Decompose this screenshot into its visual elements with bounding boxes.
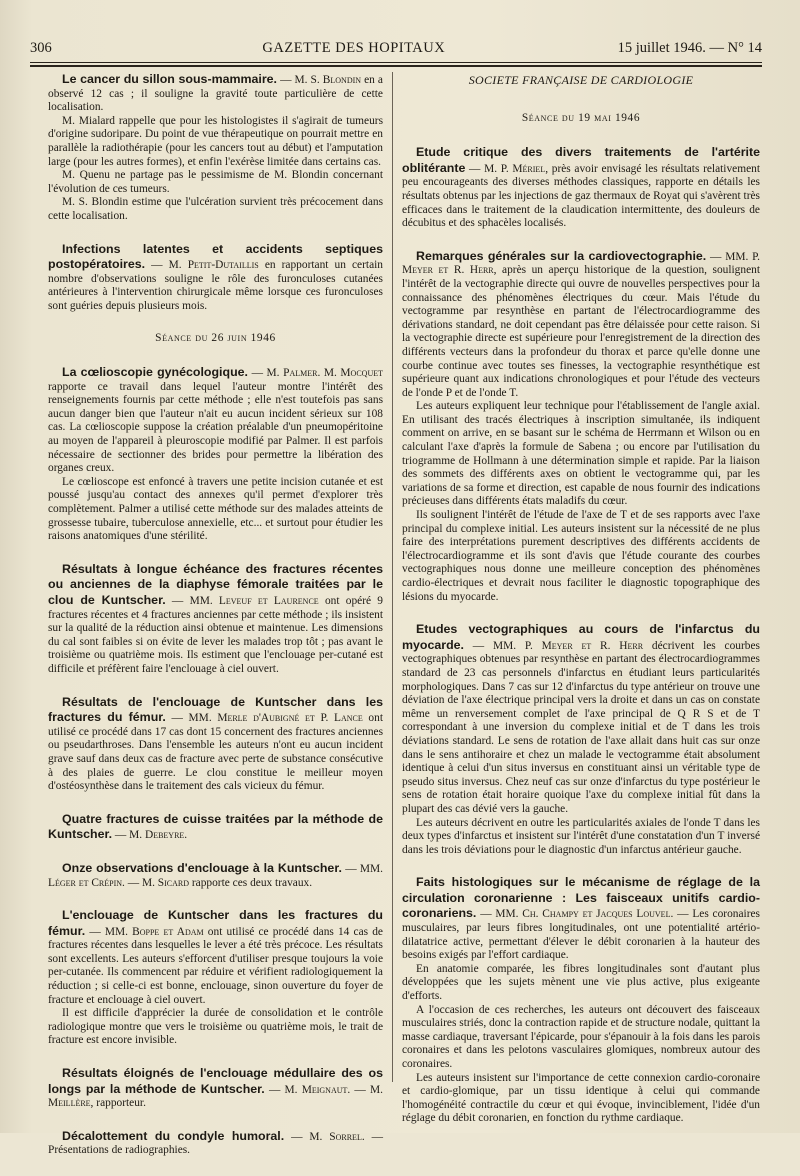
article-paragraph: M. Mialard rappelle que pour les histologistes il s'agirait de tumeurs d'origine sudoripare. Du point de vue thérapeutique on pourrait mettre en parallèle la radiothérapie (pour les cancers tout au début) et l'amputation large (pour les autres formes), et enfin l'exérèse limitée dans certains cas. (48, 114, 383, 168)
right-column (402, 72, 760, 1144)
article-title: Onze observations d'enclouage à la Kuntscher. (62, 860, 342, 875)
article-text: en a observé 12 cas ; il souligne la gravité toute particulière de cette localisation. (48, 74, 383, 114)
article-author: — M. P. Mériel, (469, 162, 549, 175)
left-column (48, 72, 383, 1176)
article-enclouage-femur (48, 695, 383, 794)
article-author: — M. S. Blondin (280, 74, 362, 86)
article-paragraph: Les auteurs décrivent en outre les particularités axiales de l'onde T dans les deux types d'infarctus et insistent sur l'intérêt d'une constatation d'un T inversé dans les trois déviations pour le diagnostic d'un infarctus antérieur gauche. (402, 816, 760, 856)
article-author: — M. Petit-Dutaillis (151, 259, 259, 272)
article-title: Infections latentes et accidents septiques postopératoires. (48, 241, 383, 272)
article-text: ont utilisé ce procédé dans 14 cas de fractures récentes dans lesquelles le lever a été très précoce. Les résultats sont excellents. Les auteurs s'efforcent d'utiliser presque toujours la voie per-cutanée. Ils commencent par réduire et vérifient radiologiquement la réduction ; si celle-ci est bonne, enclouage, sinon ouverture du foyer de fracture et enclouage à ciel ouvert. (48, 925, 383, 1006)
article-author: — M. Debeyre. (114, 829, 188, 842)
article-title: Décalottement du condyle humoral. (62, 1128, 285, 1143)
article-title: La cœlioscopie gynécologique. (62, 365, 248, 380)
article-paragraph: M. S. Blondin estime que l'ulcération survient très précocement dans cette localisation. (48, 196, 383, 222)
article-title: Faits histologiques sur le mécanisme de réglage de la circulation coronarienne : Les faisceaux unitifs cardio-coronariens. (402, 875, 760, 921)
page-header (30, 40, 762, 62)
article-author: — M. Palmer. M. Mocquet (251, 367, 383, 380)
article-author: — MM. Merle d'Aubigné et P. Lance (171, 712, 363, 725)
article-author: — MM. Boppe et Adam (89, 925, 204, 938)
header-rule-thick (30, 65, 762, 67)
article-cancer-sillon (48, 72, 383, 224)
article-coelioscopie (48, 365, 383, 544)
article-paragraph: A l'occasion de ces recherches, les auteurs ont découvert des faisceaux musculaires striés, donc la contraction rapide et de structure nodale, quittant la masse cardiaque, traversant l'épicarde, pour s'épanouir à la fois dans les parois coronaires et dans les pelotons vasculaires glomiques, nombreux autour des coronaires. (402, 1003, 760, 1070)
article-title: L'enclouage de Kuntscher dans les fractures du fémur. (48, 908, 383, 938)
article-text: rapporte ces deux travaux. (191, 876, 313, 889)
article-author: — MM. P. Meyer et R. Herr, (402, 250, 761, 277)
article-author: — MM. Leveuf et Laurence (171, 595, 319, 607)
session-heading: Séance du 26 juin 1946 (155, 331, 276, 344)
article-text: décrivent les courbes vectographiques obtenues par resynthèse en partant des électrocardiogrammes standard de 23 cas personnels d'infarctus en étudiant leurs particularités morphologiques. Dans 7 cas sur 12 d'infarctus du type antérieur on trouve une déviation de l'axe électrique principal vers la droite et dans un cas on constate même un renversement complet de l'axe principal de Q R S et de T correspondant à une inversion du complexe initial et de T dans les trois déviations standard. Le sens de rotation de l'axe allait dans huit cas sur onze dans le sens antihoraire et chez un malade le vectogramme était absolument identique à celui d'un situs inversus en constituant ainsi un véritable type de pseudo situs inversus. Chez neuf cas sur onze d'infarctus du type postérieur le sens de rotation était horaire quoique l'axe du complexe initial fût dans la plupart des cas dévié vers la gauche. (402, 639, 760, 815)
article-resultats-eloignes (48, 1066, 383, 1111)
article-paragraph: Les auteurs insistent sur l'importance de cette connexion cardio-coronaire et cardio-glomique, par un tissu identique à celui qui commande l'homogénéité contractile du cœur et qui évoque, invinciblement, l'idée d'un réglage du débit coronarien, en fonction du rythme cardiaque. (402, 1071, 760, 1125)
publication-title: GAZETTE DES HOPITAUX (262, 40, 446, 56)
article-text: rapporte ce travail dans lequel l'auteur montre l'intérêt des renseignements fournis par cette méthode ; elle n'est toutefois pas sans aucun danger bien que l'auteur n'ait eu aucun incident sérieux sur 108 cas. La cœlioscopie suppose la création préalable d'un pneumopéritoine au moyen de l'appareil à pleuroscopie modifié par Palmer. Il est parfois nécessaire de sectionner des brides pour permettre la libération des organes creux. (48, 380, 383, 475)
article-paragraph: Ils soulignent l'intérêt de l'étude de l'axe de T et de ses rapports avec l'axe principal du complexe initial. Les auteurs insistent sur la nécessité de ne plus faire des interprétations purement descriptives des différents accidents de l'électrocardiogramme et ils sont d'avis que l'étude courante des courbes vectographiques nous donne une meilleure conception des phénomènes cardio-électriques et devrait nous faciliter le diagnostic topographique des lésions du myocarde. (402, 509, 760, 603)
article-infarctus (402, 622, 760, 857)
article-title: Le cancer du sillon sous-mammaire. (62, 72, 277, 86)
article-paragraph: Il est difficile d'apprécier la durée de consolidation et le contrôle radiologique montre que vers le troisième ou quatrième mois, le trait de fracture est encore invisible. (48, 1007, 383, 1047)
article-title: Remarques générales sur la cardiovectographie. (416, 248, 707, 263)
article-author: — M. Sorrel. — (291, 1130, 383, 1143)
article-title: Etude critique des divers traitements de l'artérite oblitérante (402, 145, 760, 175)
article-resultats-longue-echeance (48, 562, 383, 677)
article-title: Etudes vectographiques au cours de l'infarctus du myocarde. (402, 622, 760, 652)
article-text: ont opéré 9 fractures récentes et 4 fractures anciennes par cette méthode ; ils insistent sur la qualité de la réduction ainsi obtenue et maintenue. Les dimensions du cal sont faibles si on évite de lever les malades trop tôt ; pas avant le troisième ou quatrième mois. Ils estiment que l'enclouage per-cutané est difficile et préfèrent faire l'enclouage à ciel ouvert. (48, 595, 383, 675)
article-paragraph: En anatomie comparée, les fibres longitudinales sont d'autant plus développées que les sujets mènent une vie plus active, plus exigeante d'efforts. (402, 962, 760, 1003)
header-rule-thin (30, 62, 762, 63)
issue-date: 15 juillet 1946. — N° 14 (617, 40, 762, 56)
article-author: — MM. P. Meyer et R. Herr (472, 639, 644, 652)
page-number: 306 (30, 40, 52, 56)
article-faits-histologiques (402, 875, 760, 1126)
session-heading: Séance du 19 mai 1946 (521, 111, 641, 124)
society-heading: SOCIETE FRANÇAISE DE CARDIOLOGIE (468, 73, 694, 87)
article-infections-latentes (48, 242, 383, 314)
article-cardiovectographie (402, 249, 760, 604)
article-text: ont utilisé ce procédé dans 17 cas dont 15 concernent des fractures anciennes ou pseudarthroses. Dans l'ensemble les auteurs n'ont eu aucun incident grave sauf dans deux cas de fracture avec perte de substance consécutive à des plaies de guerre. Le clou constitue le meilleur moyen d'ostéosynthèse dans le traitement des cals vicieux du fémur. (48, 712, 383, 793)
article-title: Résultats éloignés de l'enclouage médullaire des os longs par la méthode de Kuntscher. (48, 1066, 383, 1096)
article-arterite (402, 145, 760, 231)
article-text: près avoir envisagé les résultats relativement peu encourageants des diverses méthodes classiques, rapporte en détails les résultats obtenus par les injections de gaz thermaux de Royat qui s'avèrent très efficaces dans le traitement de la claudication intermittente, des douleurs de décubitus et des sphacèles localisés. (402, 162, 761, 230)
article-text: rapporteur. (96, 1097, 146, 1110)
article-text: — Les coronaires musculaires, par leurs fibres longitudinales, ont une potentialité artério-dilatatrice active, permettant d'élever le débit coronarien à la hauteur des besoins exigés par l'effort cardiaque. (402, 908, 760, 962)
article-quatre-fractures (48, 812, 383, 843)
article-text: après un aperçu historique de la question, soulignent l'intérêt de la vectographie directe qui ouvre de nouvelles perspectives pour la connaissance des phénomènes électriques du cœur. Mais l'étude du vectogramme par resynthèse en partant de l'électrocardiogramme des dérivations standard, ne doit cependant pas être délaissée pour cette raison. Si la vectographie directe est supérieure pour l'enregistrement de la direction des différents vecteurs dans la profondeur du thorax et parce qu'elle donne une courbe continue avec toutes ses finesses, la vectographie resynthétique est supérieure quant aux indications chronologiques et pour l'étude des vecteurs de l'onde P et de l'onde T. (402, 264, 760, 399)
article-text: en rapportant un certain nombre d'observations souligne le rôle des furonculoses cutanées antérieures à l'intervention chirurgicale même lorsque ces furonculoses sont guéries depuis plusieurs mois. (48, 259, 383, 312)
article-title: Quatre fractures de cuisse traitées par la méthode de Kuntscher. (48, 811, 383, 842)
article-onze-observations (48, 861, 383, 890)
article-paragraph: M. Quenu ne partage pas le pessimisme de M. Blondin concernant l'évolution de ces tumeurs. (48, 169, 383, 195)
article-title: Résultats à longue échéance des fractures récentes ou anciennes de la diaphyse fémorale traitées par le clou de Kuntscher. (48, 561, 383, 607)
article-text: Présentations de radiographies. (48, 1144, 191, 1157)
article-kuntscher-femur (48, 908, 383, 1048)
article-author: — MM. Ch. Champy et Jacques Louvel. (480, 908, 674, 921)
article-author: — MM. Léger et Crépin. — M. Sicard (48, 862, 383, 889)
article-author: — M. Meignaut. — M. Meillère, (48, 1083, 383, 1110)
article-paragraph: Les auteurs expliquent leur technique pour l'établissement de l'angle axial. En utilisant des tracés électriques à inscription simultanée, ils indiquent comment on arrive, en se basant sur le schéma de Herrmann et Wilson ou en calculant l'axe d'après la formule de Sabena ; ou encore par l'utilisation du triogramme de Hollmann à une détermination simple et rapide. Par la liaison des sommets des différents axes on obtient le vectogramme qui, par les variations de sa forme et direction, est capable de nous fournir des indications précieuses dans différents états maladifs du cœur. (402, 400, 760, 508)
article-paragraph: Le cœlioscope est enfoncé à travers une petite incision cutanée et est poussé jusqu'au contact des annexes qu'il permet d'explorer très complètement. Palmer a utilisé cette méthode sur des malades atteints de grossesse tubaire, tuberculose annexielle, etc... et surtout pour étudier les raisons anatomiques d'une stérilité. (48, 475, 383, 543)
article-decalottement (48, 1129, 383, 1158)
article-title: Résultats de l'enclouage de Kuntscher dans les fractures du fémur. (48, 694, 383, 725)
column-divider (392, 72, 393, 1082)
